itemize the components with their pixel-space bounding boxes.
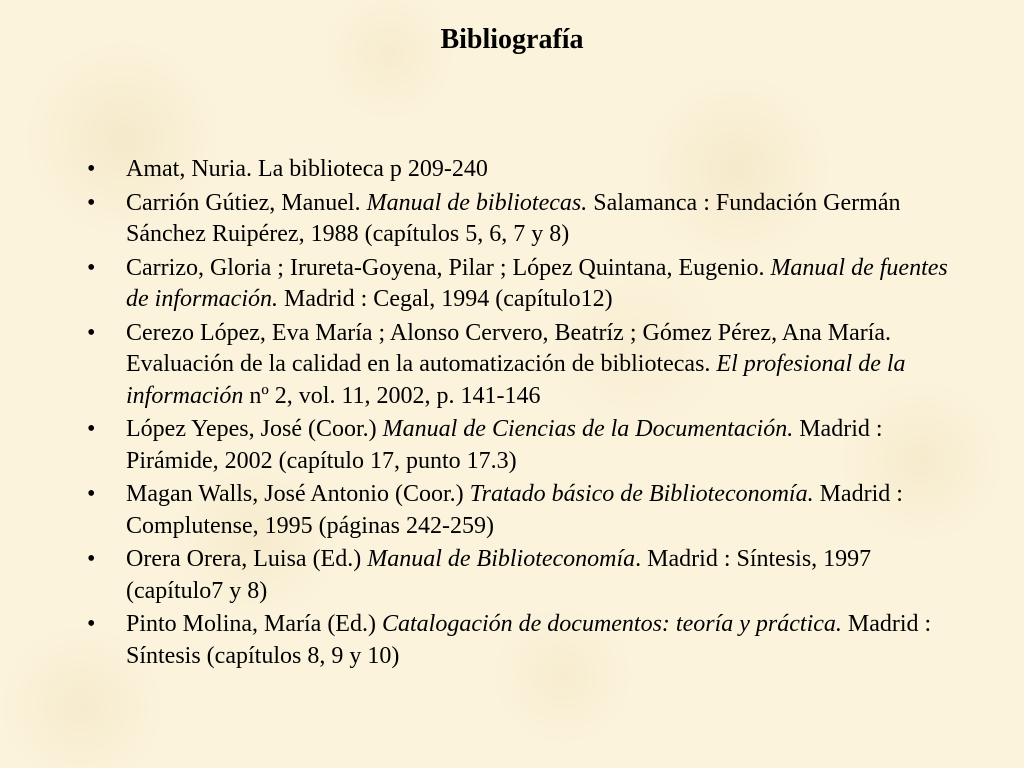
entry-author: Pinto Molina, María (Ed.): [126, 611, 382, 637]
entry-title: El profesional de la información: [126, 351, 906, 409]
bullet-icon: •: [87, 416, 96, 442]
bibliography-entry: [87, 253, 957, 316]
entry-details: Madrid : Cegal, 1994 (capítulo12): [277, 286, 613, 312]
entry-author: Orera Orera, Luisa (Ed.): [126, 546, 368, 572]
bibliography-entry: [87, 414, 957, 477]
bibliography-entry: [87, 479, 957, 542]
entry-details: Madrid : Complutense, 1995 (páginas 242-259): [126, 481, 903, 539]
bibliography-entry: [87, 154, 957, 186]
entry-author: Carrión Gútiez, Manuel.: [126, 189, 367, 216]
bullet-icon: •: [87, 319, 96, 346]
entry-title: Manual de bibliotecas.: [366, 189, 588, 216]
entry-author: Amat, Nuria. La biblioteca p 209-240: [126, 156, 488, 182]
bibliography-entry: [87, 609, 957, 672]
bullet-icon: •: [87, 611, 96, 637]
bibliography-entry: [87, 544, 957, 607]
bullet-icon: •: [87, 481, 96, 507]
entry-details: Salamanca : Fundación Germán Sánchez Ruipérez, 1988 (capítulos 5, 6, 7 y 8): [126, 189, 901, 247]
entry-title: Tratado básico de Biblioteconomía.: [469, 481, 814, 507]
entry-title: Manual de Biblioteconomía: [367, 546, 636, 572]
entry-author: Carrizo, Gloria ; Irureta-Goyena, Pilar ; López Quintana, Eugenio.: [126, 254, 771, 281]
slide-title: Bibliografía: [440, 24, 584, 55]
bullet-icon: •: [87, 254, 96, 281]
bullet-icon: •: [87, 546, 96, 572]
entry-details: . Madrid : Síntesis, 1997 (capítulo7 y 8): [126, 546, 872, 604]
entry-details: nº 2, vol. 11, 2002, p. 141-146: [243, 382, 541, 409]
bullet-icon: •: [87, 189, 96, 216]
entry-title: Manual de fuentes de información.: [126, 254, 948, 312]
entry-author: Magan Walls, José Antonio (Coor.): [126, 481, 470, 507]
bibliography-entry: [87, 318, 957, 413]
entry-title: Manual de Ciencias de la Documentación.: [382, 416, 794, 442]
entry-title: Catalogación de documentos: teoría y práctica.: [381, 611, 842, 637]
bibliography-list: [87, 154, 957, 674]
bibliography-entry: [87, 188, 957, 251]
entry-details: Madrid : Pirámide, 2002 (capítulo 17, punto 17.3): [126, 416, 883, 474]
entry-author: López Yepes, José (Coor.): [126, 416, 383, 442]
entry-author: Cerezo López, Eva María ; Alonso Cervero, Beatríz ; Gómez Pérez, Ana María. Evaluación de la calidad en la automatización de bibliotecas.: [126, 319, 892, 377]
bullet-icon: •: [87, 156, 96, 182]
entry-details: Madrid : Síntesis (capítulos 8, 9 y 10): [126, 611, 932, 669]
